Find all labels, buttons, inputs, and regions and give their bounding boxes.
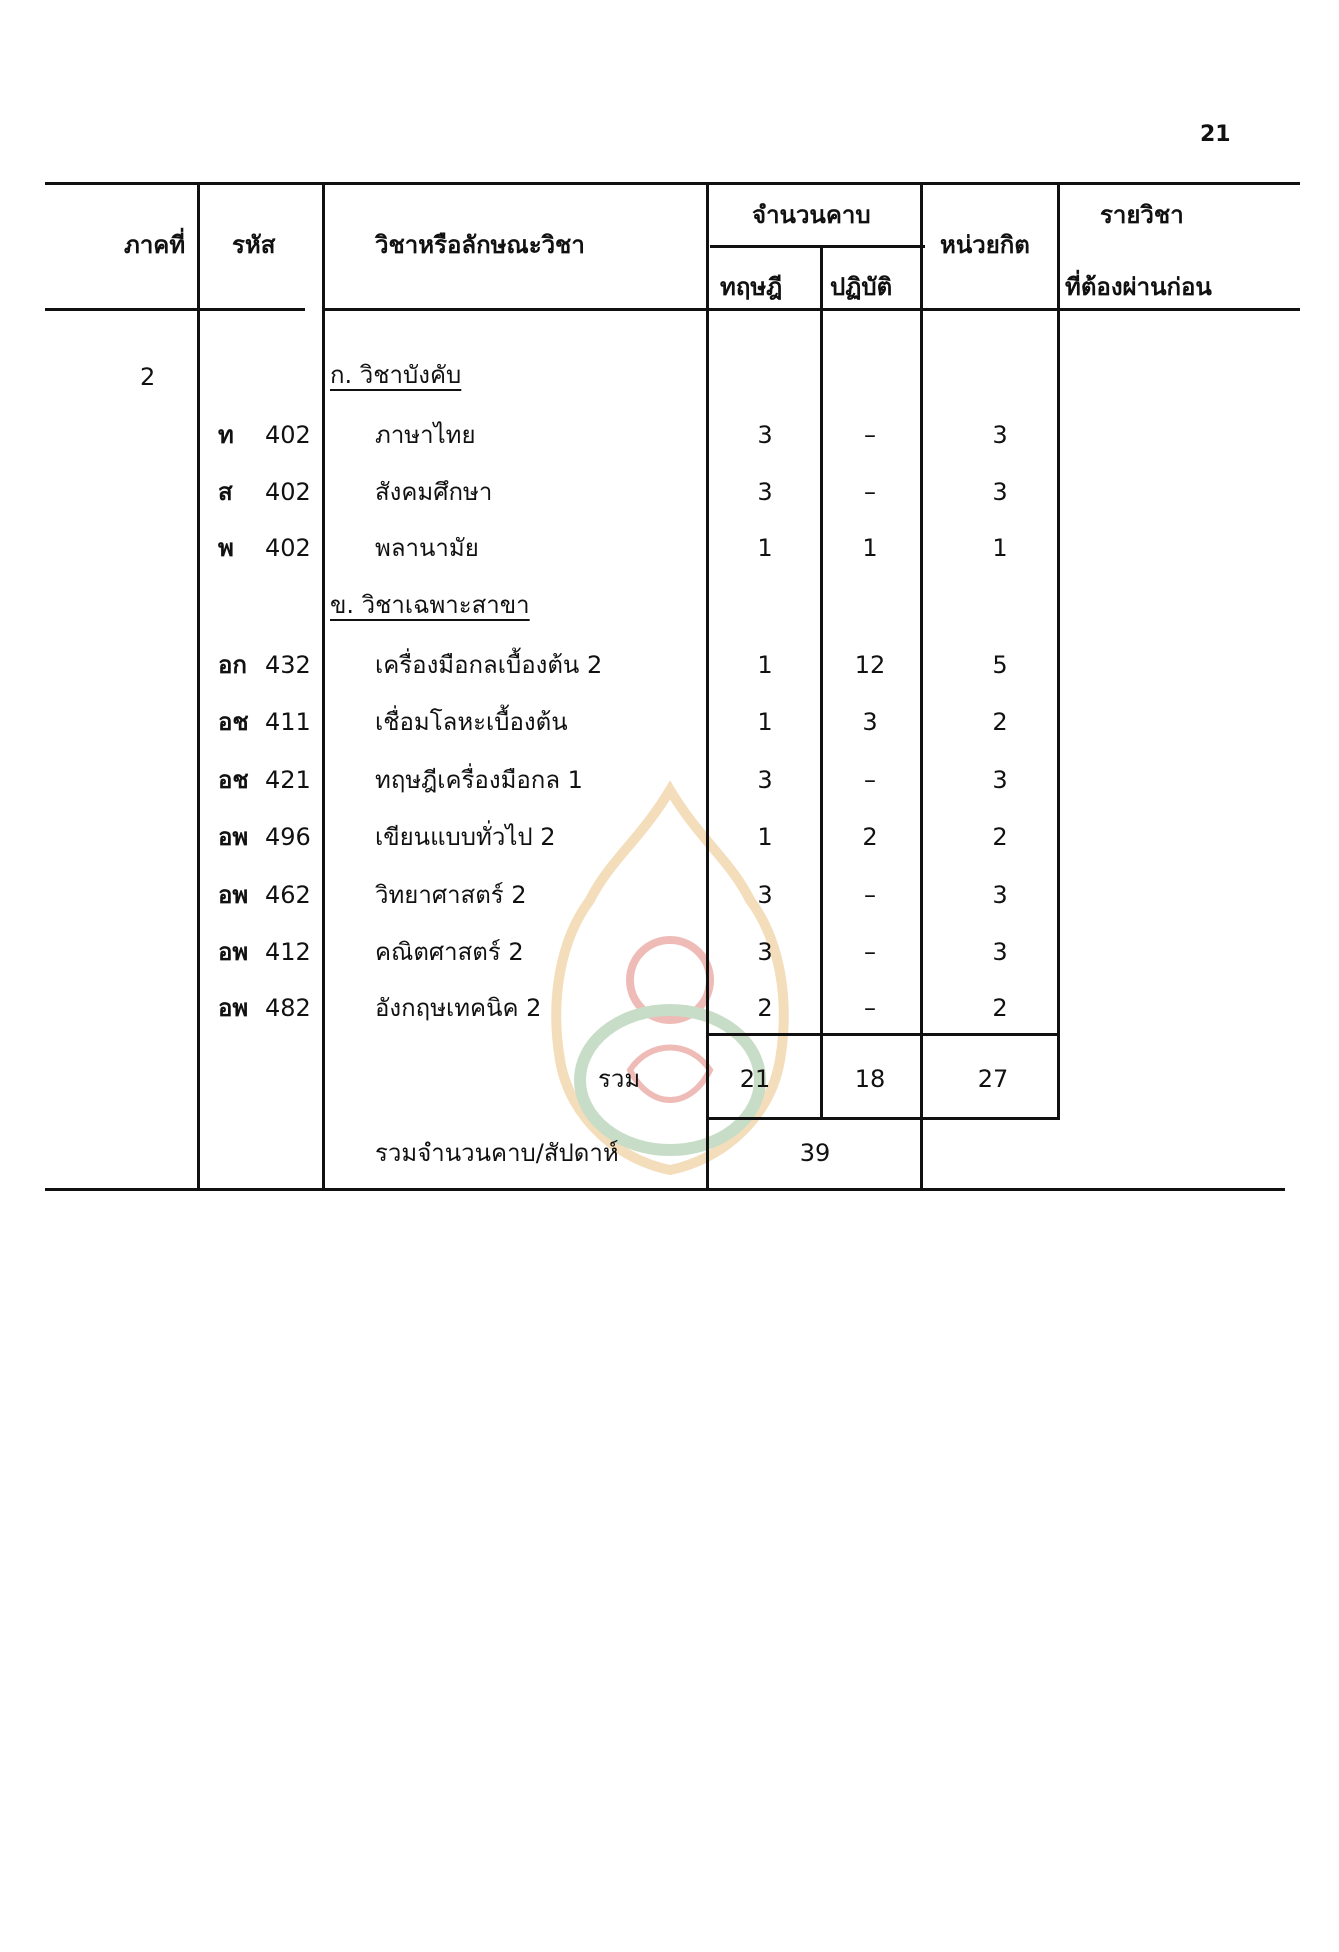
row-code-prefix: อพ xyxy=(218,823,249,851)
row-code-prefix: อพ xyxy=(218,938,249,966)
row-code-prefix: อก xyxy=(218,651,247,679)
total-theory: 21 xyxy=(739,1065,771,1093)
row-credits: 3 xyxy=(992,938,1008,966)
row-credits: 2 xyxy=(992,708,1008,736)
row-subject-name: ทฤษฎีเครื่องมือกล 1 xyxy=(375,766,583,794)
header-code: รหัส xyxy=(232,231,276,259)
row-theory: 3 xyxy=(757,421,773,449)
row-practice: 1 xyxy=(862,534,878,562)
row-subject-name: เครื่องมือกลเบื้องต้น 2 xyxy=(375,651,603,679)
row-code-prefix: อพ xyxy=(218,994,249,1022)
header-theory: ทฤษฎี xyxy=(720,273,783,301)
total-credits: 27 xyxy=(977,1065,1009,1093)
row-practice: – xyxy=(864,994,876,1022)
row-subject-name: เขียนแบบทั่วไป 2 xyxy=(375,823,556,851)
row-practice: – xyxy=(864,478,876,506)
row-code-number: 402 xyxy=(265,534,311,562)
row-code-prefix: อช xyxy=(218,708,249,736)
header-credits: หน่วยกิต xyxy=(940,231,1030,259)
row-code-prefix: พ xyxy=(218,534,234,562)
row-code-prefix: อพ xyxy=(218,881,249,909)
section-compulsory: ก. วิชาบังคับ xyxy=(330,361,462,389)
row-theory: 3 xyxy=(757,478,773,506)
row-subject-name: สังคมศึกษา xyxy=(375,478,493,506)
row-code-prefix: ท xyxy=(218,421,234,449)
row-code-prefix: อช xyxy=(218,766,249,794)
row-subject-name: เชื่อมโลหะเบื้องต้น xyxy=(375,708,568,736)
row-practice: – xyxy=(864,881,876,909)
row-theory: 1 xyxy=(757,534,773,562)
row-code-number: 462 xyxy=(265,881,311,909)
weekly-periods-label: รวมจำนวนคาบ/สัปดาห์ xyxy=(375,1139,619,1167)
header-prereq-line1: รายวิชา xyxy=(1100,201,1184,229)
row-credits: 2 xyxy=(992,994,1008,1022)
row-theory: 2 xyxy=(757,994,773,1022)
weekly-periods-value: 39 xyxy=(799,1139,831,1167)
row-theory: 3 xyxy=(757,881,773,909)
row-code-number: 432 xyxy=(265,651,311,679)
row-practice: – xyxy=(864,421,876,449)
page-number: 21 xyxy=(1200,122,1231,147)
row-subject-name: วิทยาศาสตร์ 2 xyxy=(375,881,527,909)
row-theory: 1 xyxy=(757,651,773,679)
row-code-number: 421 xyxy=(265,766,311,794)
row-subject-name: อังกฤษเทคนิค 2 xyxy=(375,994,542,1022)
semester-value: 2 xyxy=(140,363,156,391)
row-subject-name: คณิตศาสตร์ 2 xyxy=(375,938,524,966)
row-credits: 5 xyxy=(992,651,1008,679)
header-periods: จำนวนคาบ xyxy=(752,201,871,229)
row-code-number: 412 xyxy=(265,938,311,966)
row-credits: 1 xyxy=(992,534,1008,562)
row-practice: – xyxy=(864,766,876,794)
row-subject-name: ภาษาไทย xyxy=(375,421,476,449)
row-theory: 3 xyxy=(757,938,773,966)
row-theory: 1 xyxy=(757,823,773,851)
row-code-number: 482 xyxy=(265,994,311,1022)
row-practice: 2 xyxy=(862,823,878,851)
row-practice: 3 xyxy=(862,708,878,736)
row-credits: 3 xyxy=(992,478,1008,506)
row-subject-name: พลานามัย xyxy=(375,534,479,562)
row-code-number: 402 xyxy=(265,478,311,506)
row-credits: 3 xyxy=(992,766,1008,794)
header-subject: วิชาหรือลักษณะวิชา xyxy=(375,231,585,259)
row-code-number: 496 xyxy=(265,823,311,851)
row-credits: 2 xyxy=(992,823,1008,851)
row-code-number: 411 xyxy=(265,708,311,736)
row-code-prefix: ส xyxy=(218,478,233,506)
section-specialized: ข. วิชาเฉพาะสาขา xyxy=(330,591,530,619)
total-practice: 18 xyxy=(854,1065,886,1093)
row-credits: 3 xyxy=(992,881,1008,909)
row-practice: – xyxy=(864,938,876,966)
row-practice: 12 xyxy=(854,651,886,679)
total-label: รวม xyxy=(598,1065,641,1093)
header-prereq-line2: ที่ต้องผ่านก่อน xyxy=(1065,273,1212,301)
header-practice: ปฏิบัติ xyxy=(830,273,893,301)
row-credits: 3 xyxy=(992,421,1008,449)
row-theory: 1 xyxy=(757,708,773,736)
row-code-number: 402 xyxy=(265,421,311,449)
header-semester: ภาคที่ xyxy=(124,231,186,259)
row-theory: 3 xyxy=(757,766,773,794)
